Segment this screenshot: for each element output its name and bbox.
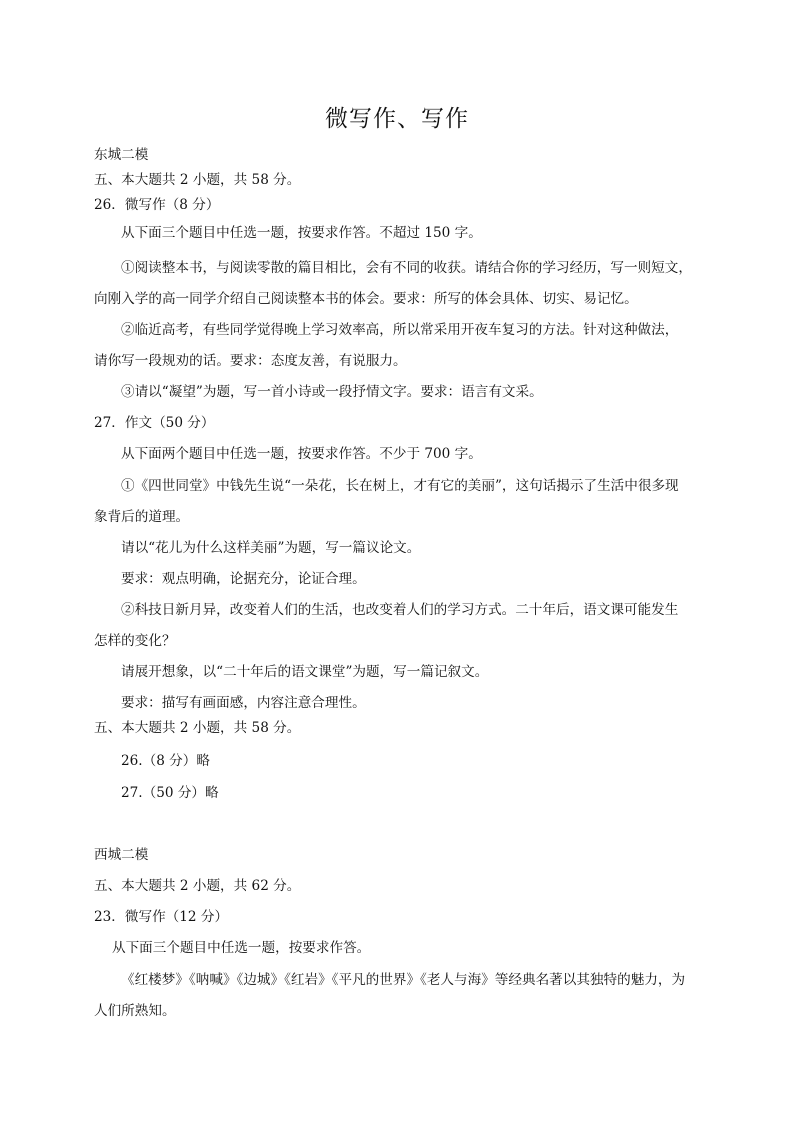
q26-instruction: 从下面三个题目中任选一题，按要求作答。不超过 150 字。 [121,225,482,241]
answers-section: 五、本大题共 2 小题，共 58 分。 [94,720,301,736]
q27-option1-line1: ①《四世同堂》中钱先生说“一朵花，长在树上，才有它的美丽”，这句话揭示了生活中很多现 [121,478,679,494]
xicheng-heading: 西城二模 [94,847,149,863]
q27-option2-line1: ②科技日新月异，改变着人们的生活，也改变着人们的学习方式。二十年后，语文课可能发生 [121,602,679,618]
q26-option1-line2: 向刚入学的高一同学介绍自己阅读整本书的体会。要求：所写的体会具体、切实、易记忆。 [94,291,638,307]
q26-option2-line2: 请你写一段规劝的话。要求：态度友善，有说服力。 [94,353,407,369]
q27-option1-line2: 象背后的道理。 [94,509,190,525]
xicheng-section: 五、本大题共 2 小题，共 62 分。 [94,878,301,894]
answer-26: 26.（8 分）略 [121,753,210,769]
page-title: 微写作、写作 [325,106,469,132]
q27-option1-requirement: 要求：观点明确，论据充分，论证合理。 [121,571,366,587]
q23-instruction: 从下面三个题目中任选一题，按要求作答。 [112,940,371,956]
q27-option2-requirement: 要求：描写有画面感，内容注意合理性。 [121,695,366,711]
dongcheng-heading: 东城二模 [94,147,149,163]
q26-option1-line1: ①阅读整本书，与阅读零散的篇目相比，会有不同的收获。请结合你的学习经历，写一则短文， [121,260,692,276]
q23-label: 23．微写作（12 分） [94,909,229,925]
q23-intro-line2: 人们所熟知。 [94,1003,176,1019]
q27-instruction: 从下面两个题目中任选一题，按要求作答。不少于 700 字。 [121,446,482,462]
answer-27: 27.（50 分）略 [121,785,219,801]
q27-option2-line2: 怎样的变化？ [94,633,176,649]
q27-label: 27．作文（50 分） [94,415,215,431]
q27-option1-prompt: 请以“花儿为什么这样美丽”为题，写一篇议论文。 [121,540,421,556]
q26-label: 26．微写作（8 分） [94,197,220,213]
q23-intro-line1: 《红楼梦》《呐喊》《边城》《红岩》《平凡的世界》《老人与海》等经典名著以其独特的魅力，为 [121,972,686,988]
dongcheng-section: 五、本大题共 2 小题，共 58 分。 [94,172,301,188]
q27-option2-prompt: 请展开想象，以“二十年后的语文课堂”为题，写一篇记叙文。 [121,664,489,680]
q26-option3: ③请以“凝望”为题，写一首小诗或一段抒情文字。要求：语言有文采。 [121,384,543,400]
q26-option2-line1: ②临近高考，有些同学觉得晚上学习效率高，所以常采用开夜车复习的方法。针对这种做法， [121,322,679,338]
